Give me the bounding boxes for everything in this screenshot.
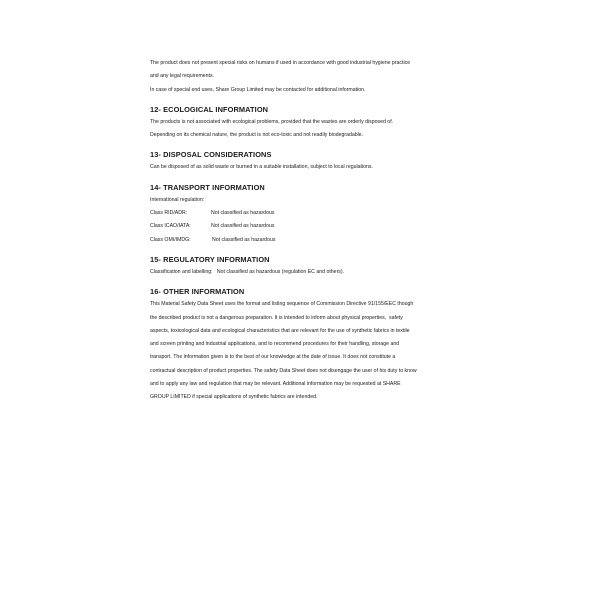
section-heading: 13- DISPOSAL CONSIDERATIONS [150,150,272,160]
intro-line: In case of special end uses, Share Group Limited may be contacted for additional information. [150,86,366,93]
transport-class-label: Class ICAO/IATA: [150,223,191,230]
body-line: transport. The information given is to the best of our knowledge at the date of issue. It does not constitute a [150,354,396,361]
transport-class-label: Class OMI/IMDG: [150,236,191,243]
section-heading: 15- REGULATORY INFORMATION [150,254,270,264]
section-ecological-information [150,105,450,143]
section-other-information [150,287,450,404]
transport-class-label: Class RID/ADR: [150,210,188,217]
body-line: International regulation: [150,196,205,203]
body-line: and screen printing and industrial applications, and to recommend procedures for their handling, storage and [150,341,400,348]
transport-row [150,220,450,233]
body-line: aspects, toxicological data and ecological characteristics that are relevant for the use of synthetic fabrics in textile [150,327,410,334]
document-page [150,57,450,405]
intro-line: The product does not present special risks on humans if used in accordance with good industrial hygiene practice [150,60,411,66]
body-line: The products is not associated with ecological problems, provided that the wastes are orderly disposed of. [150,118,394,125]
transport-class-value: Not classified as hazardous [211,210,275,217]
intro-section [150,57,450,97]
section-heading: 12- ECOLOGICAL INFORMATION [150,104,269,114]
transport-class-value: Not classified as hazardous [212,236,276,243]
body-line: contractual description of product properties. The safety Data Sheet does not disengage the user of his duty to know [150,367,417,374]
body-line: Classification and labelling: Not classified as hazardous (regulation EC and others). [150,268,345,275]
section-transport-information [150,183,450,247]
body-line: and to apply any law and regulation that may be relevant. Additional information may be requested at SHARE [150,381,401,388]
transport-class-value: Not classified as hazardous [211,223,275,230]
transport-row [150,234,450,247]
transport-row [150,207,450,220]
body-line: the described product is not a dangerous preparation. It is intended to inform about physical properties, safety [150,314,403,321]
body-line: This Material Safety Data Sheet uses the format and listing sequence of Commission Directive 91/155/EEC though [150,301,414,308]
intro-line: and any legal requirements. [150,73,215,80]
body-line: GROUP LIMITED if special applications of synthetic fabrics are intended. [150,394,318,401]
section-heading: 14- TRANSPORT INFORMATION [150,182,265,192]
body-line: Depending on its chemical nature, the product is not eco-toxic and not readily biodegradable. [150,132,364,139]
section-disposal-considerations [150,150,450,174]
section-heading: 16- OTHER INFORMATION [150,287,245,297]
section-regulatory-information [150,255,450,279]
body-line: Can be disposed of as solid waste or burned in a suitable installation, subject to local regulations. [150,164,373,171]
